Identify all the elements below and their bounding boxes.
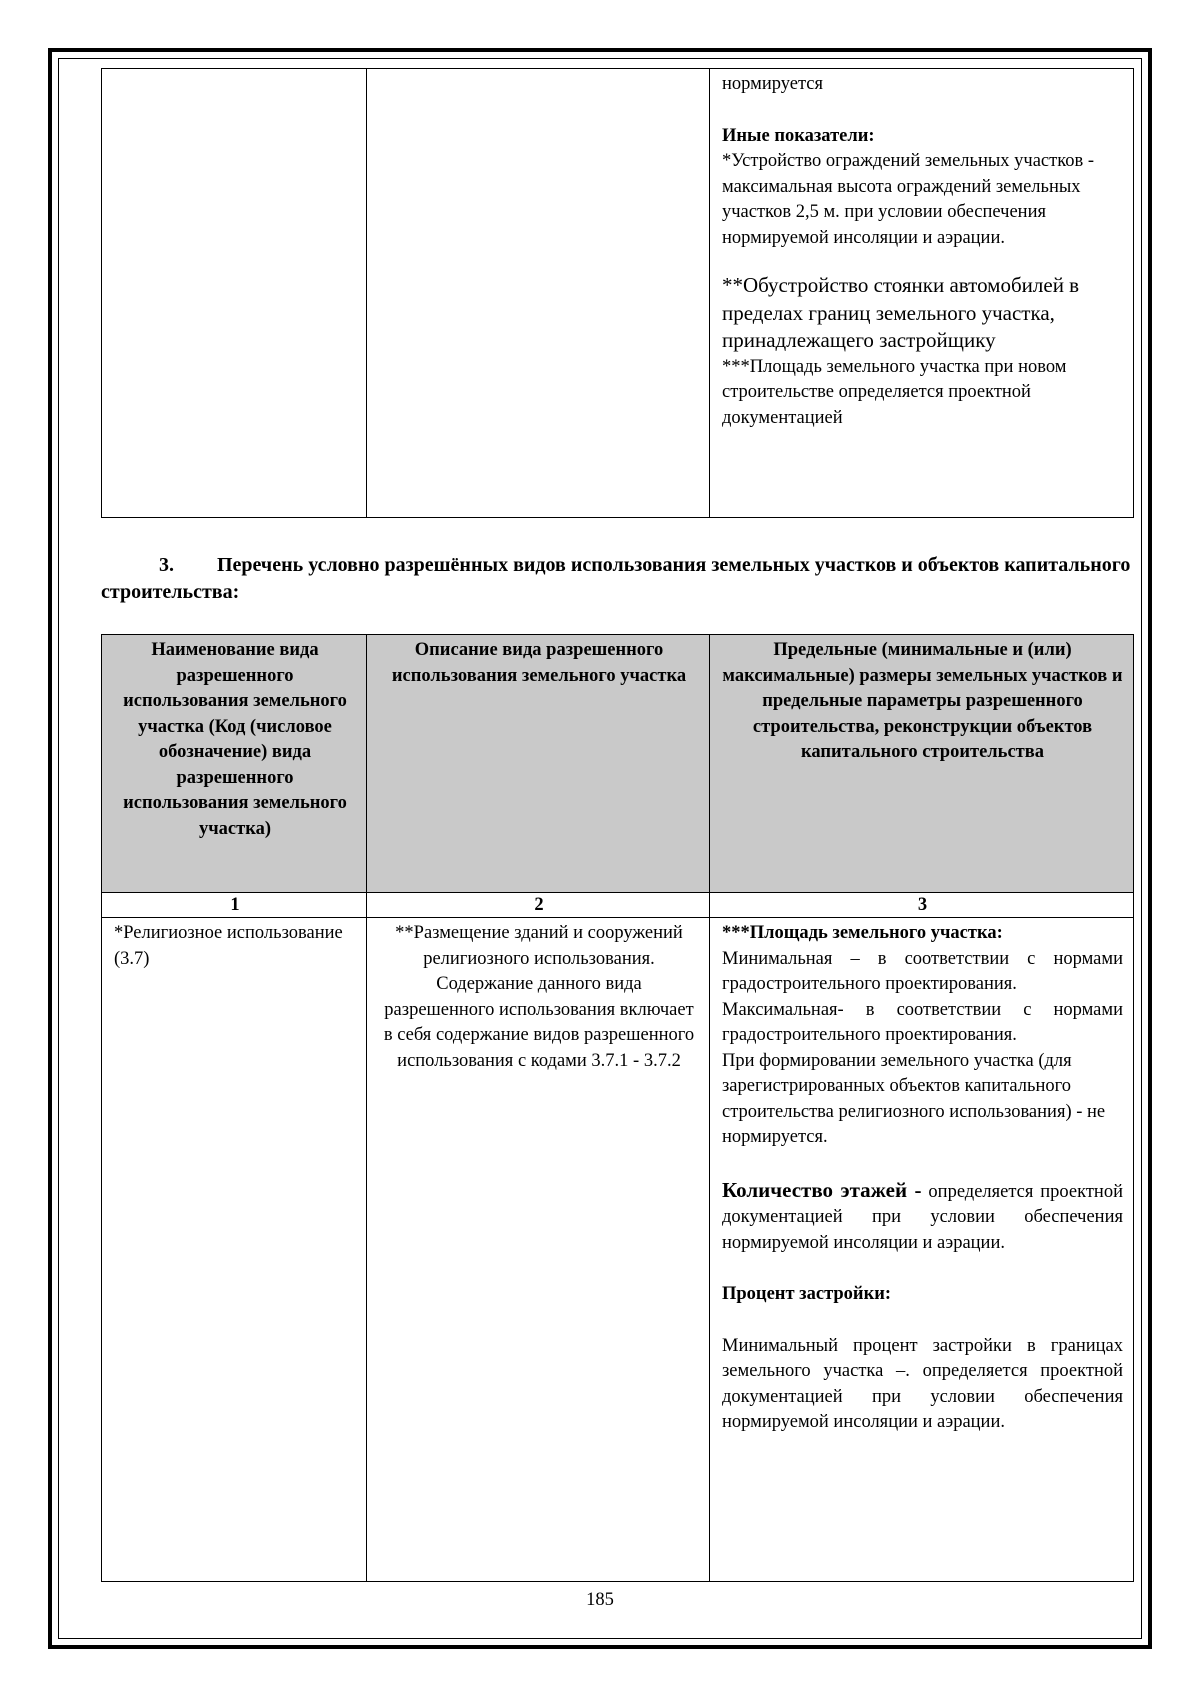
floors-heading: Количество этажей - [722,1177,922,1202]
use-description-cell [367,918,710,1582]
use-name: *Религиозное использование (3.7) [114,923,343,969]
floors-paragraph [722,1177,1123,1257]
column-number-row [102,893,1134,918]
area-note: При формировании земельного участка (для зарегистрированных объектов капитального строительства религиозного использования) - не нормируется. [722,1050,1106,1147]
page-number: 185 [586,1590,614,1610]
section-title-text: Перечень условно разрешённых видов использования земельных участков и объектов капитального строительства: [101,554,1131,603]
use-description: **Размещение зданий и сооружений религиозного использования. Содержание данного вида разрешенного использования включает в себя содержание видов разрешенного использования с кодами 3.7.1 - 3.7.2 [383,923,695,1071]
continued-cell-3 [710,69,1134,518]
use-parameters-cell [710,918,1134,1582]
new-construction-paragraph: ***Площадь земельного участка при новом строительстве определяется проектной документацией [722,356,1067,428]
continued-cell-2 [367,69,710,518]
area-heading: ***Площадь земельного участка: [722,923,1003,943]
section-title [101,552,1133,606]
percent-text: Минимальный процент застройки в границах земельного участка –. определяется проектной документацией при условии обеспечения нормируемой инсоляции и аэрации. [722,1335,1123,1432]
percent-heading: Процент застройки: [722,1284,892,1304]
continued-line: нормируется [722,74,823,94]
header-col-1: Наименование вида разрешенного использования земельного участка (Код (числовое обозначение) вида разрешенного использования земельного участка) [102,635,367,893]
parking-paragraph: **Обустройство стоянки автомобилей в пределах границ земельного участка, принадлежащего застройщику [722,273,1080,352]
permitted-use-table [101,634,1134,1582]
header-col-3: Предельные (минимальные и (или) максимальные) размеры земельных участков и предельные параметры разрешенного строительства, реконструкции объектов капитального строительства [710,635,1134,893]
header-col-2: Описание вида разрешенного использования земельного участка [367,635,710,893]
area-max: Максимальная- в соответствии с нормами градостроительного проектирования. [722,999,1123,1045]
continued-cell-1 [102,69,367,518]
column-number-1: 1 [102,893,367,918]
table-header-row [102,635,1134,893]
use-name-cell [102,918,367,1582]
area-min: Минимальная – в соответствии с нормами градостроительного проектирования. [722,948,1123,994]
page-content [101,68,1133,1582]
column-number-2: 2 [367,893,710,918]
fence-paragraph: *Устройство ограждений земельных участков - максимальная высота ограждений земельных участков 2,5 м. при условии обеспечения нормируемой инсоляции и аэрации. [722,151,1095,248]
continued-table [101,68,1134,518]
floors-text: определяется проектной документацией при условии обеспечения нормируемой инсоляции и аэрации. [722,1181,1123,1253]
column-number-3: 3 [710,893,1134,918]
table-row [102,918,1134,1582]
section-number: 3. [159,554,174,576]
other-indicators-heading: Иные показатели: [722,125,875,146]
table-row [102,69,1134,518]
